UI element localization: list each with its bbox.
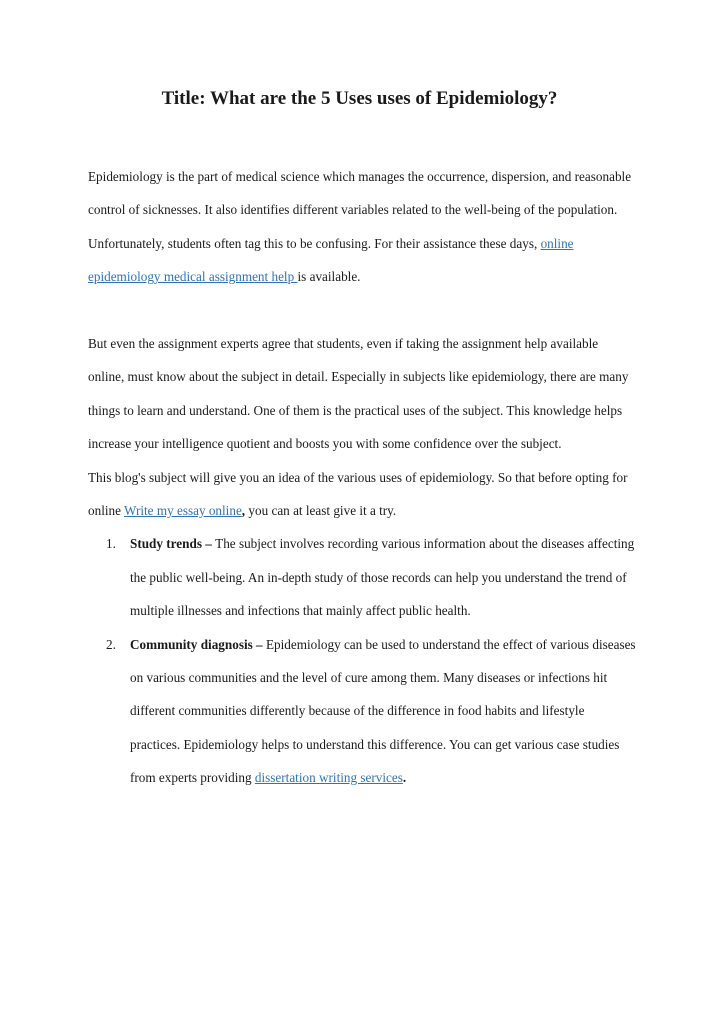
assignment-help-link[interactable]: online epidemiology medical assignment help: [88, 235, 574, 285]
intro-text-end: is available.: [297, 269, 361, 285]
list-item: [88, 527, 636, 627]
document-body: [88, 160, 636, 795]
list-item: [88, 628, 636, 795]
list-item-term: Study trends: [130, 536, 202, 552]
paragraph-spacer: [88, 294, 636, 327]
list-item-dash: –: [252, 636, 266, 652]
list-item-text: The subject involves recording various information about the diseases affecting the public well-being. An in-depth study of those records can help you understand the trend of multiple illnesses and infections that mainly affect public health.: [130, 536, 635, 619]
blog-paragraph: [88, 461, 636, 528]
intro-paragraph: [88, 160, 636, 294]
list-item-number: 2.: [106, 636, 116, 652]
uses-list: [88, 527, 636, 794]
list-item-period: .: [402, 770, 407, 786]
experts-paragraph: But even the assignment experts agree that students, even if taking the assignment help available online, must know about the subject in detail. Especially in subjects like epidemiology, there are many things to learn and understand. One of them is the practical uses of the subject. This knowledge helps increase your intelligence quotient and boosts you with some confidence over the subject.: [88, 336, 629, 452]
list-item-text: Epidemiology can be used to understand the effect of various diseases on various communities and the level of cure among them. Many diseases or infections hit different communities differently because of the difference in food habits and lifestyle practices. Epidemiology helps to understand this difference. You can get various case studies from experts providing: [130, 636, 636, 786]
intro-text: Epidemiology is the part of medical science which manages the occurrence, dispersion, and reasonable control of sicknesses. It also identifies different variables related to the well-being of the population. Unfortunately, students often tag this to be confusing. For their assistance these days,: [88, 169, 632, 251]
list-item-number: 1.: [106, 536, 116, 552]
write-my-essay-link[interactable]: Write my essay online: [124, 503, 242, 519]
blog-comma: ,: [241, 503, 246, 519]
document-title: Title: What are the 5 Uses uses of Epidemiology?: [161, 88, 558, 109]
dissertation-services-link[interactable]: dissertation writing services: [254, 770, 403, 786]
blog-text: This blog's subject will give you an idea of the various uses of epidemiology. So that before opting for online: [88, 469, 628, 519]
blog-text-end: you can at least give it a try.: [245, 503, 397, 519]
list-item-term: Community diagnosis: [130, 636, 253, 652]
list-item-dash: –: [201, 536, 216, 552]
